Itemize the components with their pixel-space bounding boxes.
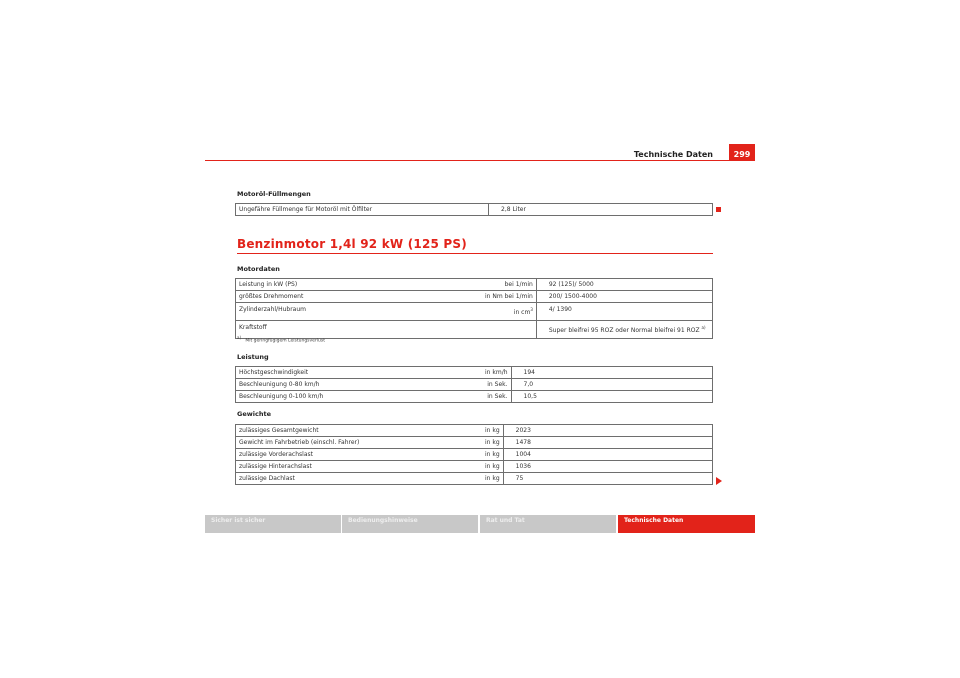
row-value: 1478 — [503, 437, 712, 449]
table-row — [236, 204, 713, 216]
row-unit: in kg — [482, 449, 503, 461]
title-rule — [237, 253, 713, 254]
row-value: 92 (125)/ 5000 — [536, 279, 712, 291]
tab-rat-und-tat[interactable]: Rat und Tat — [480, 515, 616, 533]
row-value: 4/ 1390 — [536, 303, 712, 321]
unit-text: in cm — [513, 309, 531, 316]
row-unit — [482, 321, 536, 339]
table-row — [236, 437, 713, 449]
motoroil-heading: Motoröl-Füllmengen — [237, 190, 311, 198]
tab-bedienungshinweise[interactable]: Bedienungshinweise — [342, 515, 478, 533]
table-row — [236, 279, 713, 291]
header-rule — [205, 160, 755, 161]
row-unit: bei 1/min — [482, 279, 536, 291]
row-unit: in Sek. — [482, 379, 511, 391]
page-number: 299 — [729, 144, 755, 161]
gewichte-table — [235, 424, 713, 485]
table-row — [236, 449, 713, 461]
row-unit — [482, 303, 536, 321]
row-label: zulässige Dachlast — [236, 473, 483, 485]
leistung-heading: Leistung — [237, 353, 269, 361]
row-value: 194 — [511, 367, 712, 379]
row-unit: in kg — [482, 473, 503, 485]
row-value: 2,8 Liter — [489, 204, 713, 216]
tab-sicher-ist-sicher[interactable]: Sicher ist sicher — [205, 515, 341, 533]
table-row — [236, 303, 713, 321]
motordaten-heading: Motordaten — [237, 265, 280, 273]
row-label: Zylinderzahl/Hubraum — [236, 303, 483, 321]
row-label: Ungefähre Füllmenge für Motoröl mit Ölfilter — [236, 204, 483, 216]
row-unit: in kg — [482, 425, 503, 437]
table-row — [236, 425, 713, 437]
square-icon — [716, 207, 721, 212]
row-label: zulässige Hinterachslast — [236, 461, 483, 473]
arrow-right-icon[interactable] — [716, 477, 722, 485]
table-row — [236, 461, 713, 473]
row-value: 10,5 — [511, 391, 712, 403]
row-value: 1004 — [503, 449, 712, 461]
tab-technische-daten[interactable]: Technische Daten — [618, 515, 755, 533]
row-label: größtes Drehmoment — [236, 291, 483, 303]
table-row — [236, 367, 713, 379]
engine-title: Benzinmotor 1,4l 92 kW (125 PS) — [237, 237, 467, 251]
row-unit: in kg — [482, 461, 503, 473]
row-label: Gewicht im Fahrbetrieb (einschl. Fahrer) — [236, 437, 483, 449]
row-label: Kraftstoff — [236, 321, 483, 339]
row-unit: in Nm bei 1/min — [482, 291, 536, 303]
leistung-table — [235, 366, 713, 403]
motordaten-table — [235, 278, 713, 339]
page-header-title: Technische Daten — [633, 150, 713, 159]
motoroil-table — [235, 203, 713, 216]
table-row — [236, 379, 713, 391]
value-text: Super bleifrei 95 ROZ oder Normal bleifrei 91 ROZ — [548, 327, 700, 334]
row-unit: in kg — [482, 437, 503, 449]
row-label: Leistung in kW (PS) — [236, 279, 483, 291]
table-row — [236, 473, 713, 485]
row-label: Beschleunigung 0-100 km/h — [236, 391, 483, 403]
row-value: 1036 — [503, 461, 712, 473]
footnote-reference: a) — [701, 325, 706, 330]
row-value: 200/ 1500-4000 — [536, 291, 712, 303]
footnote-text: Mit geringfügigem Leistungsverlust — [245, 338, 326, 344]
table-row — [236, 391, 713, 403]
row-label: Beschleunigung 0-80 km/h — [236, 379, 483, 391]
unit-superscript: 3 — [530, 307, 533, 312]
gewichte-heading: Gewichte — [237, 410, 271, 418]
row-label: zulässige Vorderachslast — [236, 449, 483, 461]
row-value — [536, 321, 712, 339]
footnote — [237, 335, 325, 344]
footnote-mark: a) — [237, 335, 242, 340]
row-unit: in km/h — [482, 367, 511, 379]
row-label: Höchstgeschwindigkeit — [236, 367, 483, 379]
row-value: 75 — [503, 473, 712, 485]
table-row — [236, 291, 713, 303]
row-unit: in Sek. — [482, 391, 511, 403]
row-label: zulässiges Gesamtgewicht — [236, 425, 483, 437]
row-value: 2023 — [503, 425, 712, 437]
row-value: 7,0 — [511, 379, 712, 391]
